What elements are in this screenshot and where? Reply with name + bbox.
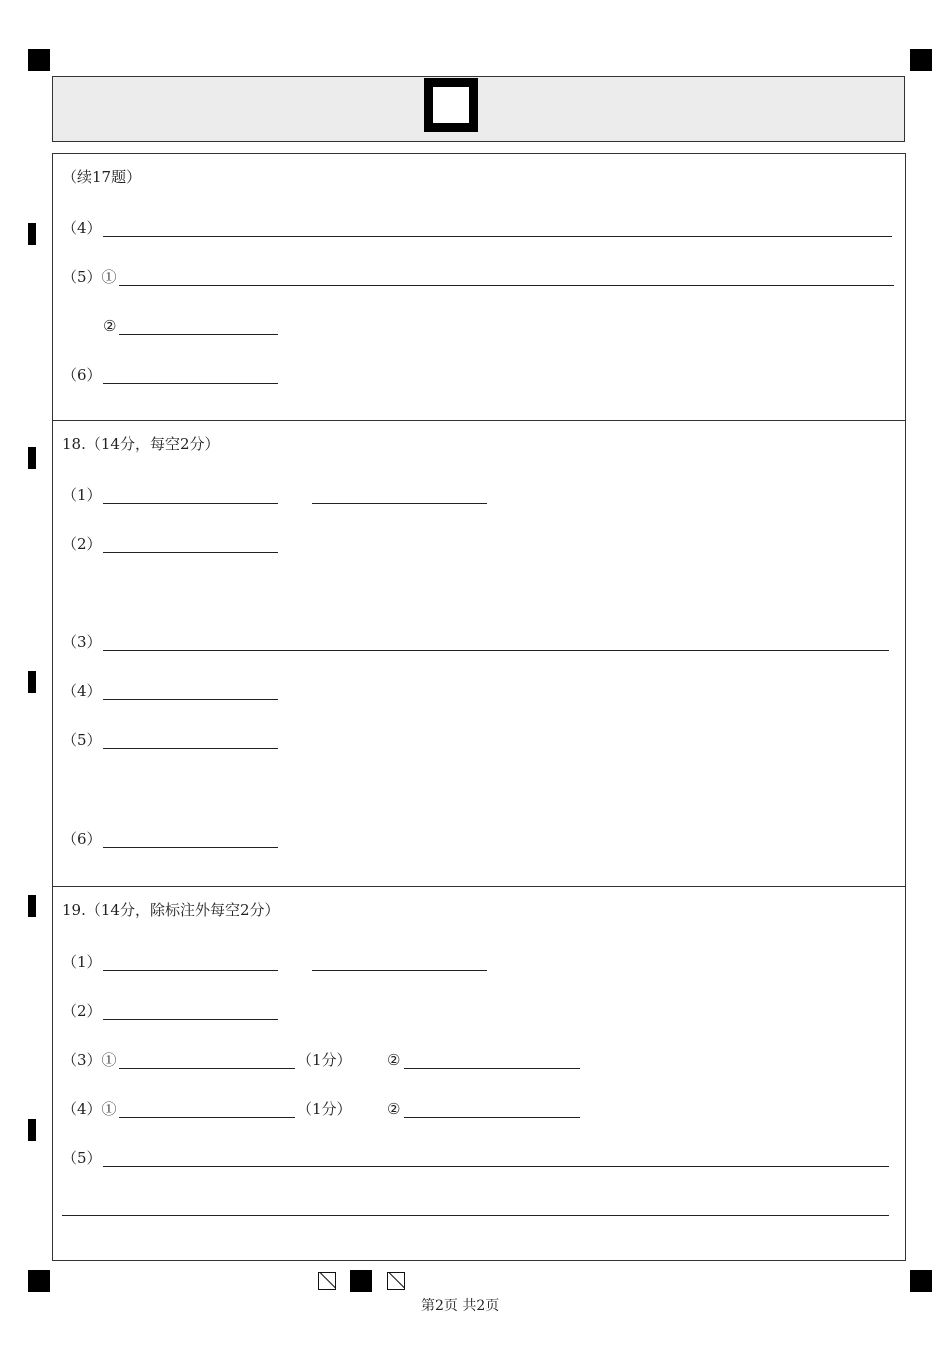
q18-item-1-label: （1） [62, 486, 102, 504]
q19-item-3-label: （3）① [62, 1051, 117, 1069]
q19-item-4-1-answer-line[interactable] [119, 1117, 295, 1118]
q18-item-3-answer-line[interactable] [103, 650, 889, 651]
question-18-section [52, 420, 906, 887]
question-18-title: 18.（14分，每空2分） [62, 435, 220, 453]
side-tick-mark [28, 447, 36, 469]
side-tick-mark [28, 223, 36, 245]
q18-item-3-label: （3） [62, 633, 102, 651]
question-17-title: （续17题） [62, 168, 142, 186]
q19-item-1-label: （1） [62, 953, 102, 971]
question-17-section [52, 153, 906, 421]
q19-item-1-answer-line-b[interactable] [312, 970, 487, 971]
corner-mark-bottom-left [28, 1270, 50, 1292]
side-tick-mark [28, 895, 36, 917]
q18-item-1-answer-line-a[interactable] [103, 503, 278, 504]
q19-item-5-answer-line[interactable] [103, 1166, 889, 1167]
crossed-box-mark-icon [318, 1272, 336, 1290]
q18-item-1-answer-line-b[interactable] [312, 503, 487, 504]
q19-item-4-2-label: ② [387, 1100, 401, 1118]
q19-item-2-label: （2） [62, 1002, 102, 1020]
q17-item-4-answer-line[interactable] [103, 236, 892, 237]
q19-item-5-answer-line-continued[interactable] [62, 1215, 889, 1216]
q18-item-6-label: （6） [62, 830, 102, 848]
header-band [52, 76, 905, 142]
side-tick-mark [28, 671, 36, 693]
q17-item-5-2-answer-line[interactable] [119, 334, 278, 335]
corner-mark-top-left [28, 49, 50, 71]
q17-item-5-2-label: ② [103, 317, 117, 335]
question-19-title: 19.（14分，除标注外每空2分） [62, 901, 280, 919]
q17-item-6-label: （6） [62, 366, 102, 384]
q19-item-1-answer-line-a[interactable] [103, 970, 278, 971]
q18-item-5-label: （5） [62, 731, 102, 749]
q18-item-6-answer-line[interactable] [103, 847, 278, 848]
q17-item-6-answer-line[interactable] [103, 383, 278, 384]
q18-item-2-answer-line[interactable] [103, 552, 278, 553]
question-19-section [52, 886, 906, 1261]
q19-item-4-score-note: （1分） [297, 1100, 352, 1118]
q18-item-5-answer-line[interactable] [103, 748, 278, 749]
page-number: 第2页 共2页 [421, 1298, 500, 1314]
q18-item-4-label: （4） [62, 682, 102, 700]
q19-item-4-2-answer-line[interactable] [404, 1117, 580, 1118]
q17-item-5-label: （5）① [62, 268, 117, 286]
solid-square-mark-icon [350, 1270, 372, 1292]
crossed-box-mark-icon [387, 1272, 405, 1290]
q19-item-5-label: （5） [62, 1149, 102, 1167]
q19-item-4-label: （4）① [62, 1100, 117, 1118]
hollow-square-mark-icon [424, 78, 478, 132]
q18-item-4-answer-line[interactable] [103, 699, 278, 700]
q17-item-4-label: （4） [62, 219, 102, 237]
q17-item-5-1-answer-line[interactable] [119, 285, 894, 286]
corner-mark-top-right [910, 49, 932, 71]
q19-item-3-score-note: （1分） [297, 1051, 352, 1069]
q18-item-2-label: （2） [62, 535, 102, 553]
q19-item-3-1-answer-line[interactable] [119, 1068, 295, 1069]
corner-mark-bottom-right [910, 1270, 932, 1292]
side-tick-mark [28, 1119, 36, 1141]
q19-item-3-2-label: ② [387, 1051, 401, 1069]
q19-item-3-2-answer-line[interactable] [404, 1068, 580, 1069]
q19-item-2-answer-line[interactable] [103, 1019, 278, 1020]
